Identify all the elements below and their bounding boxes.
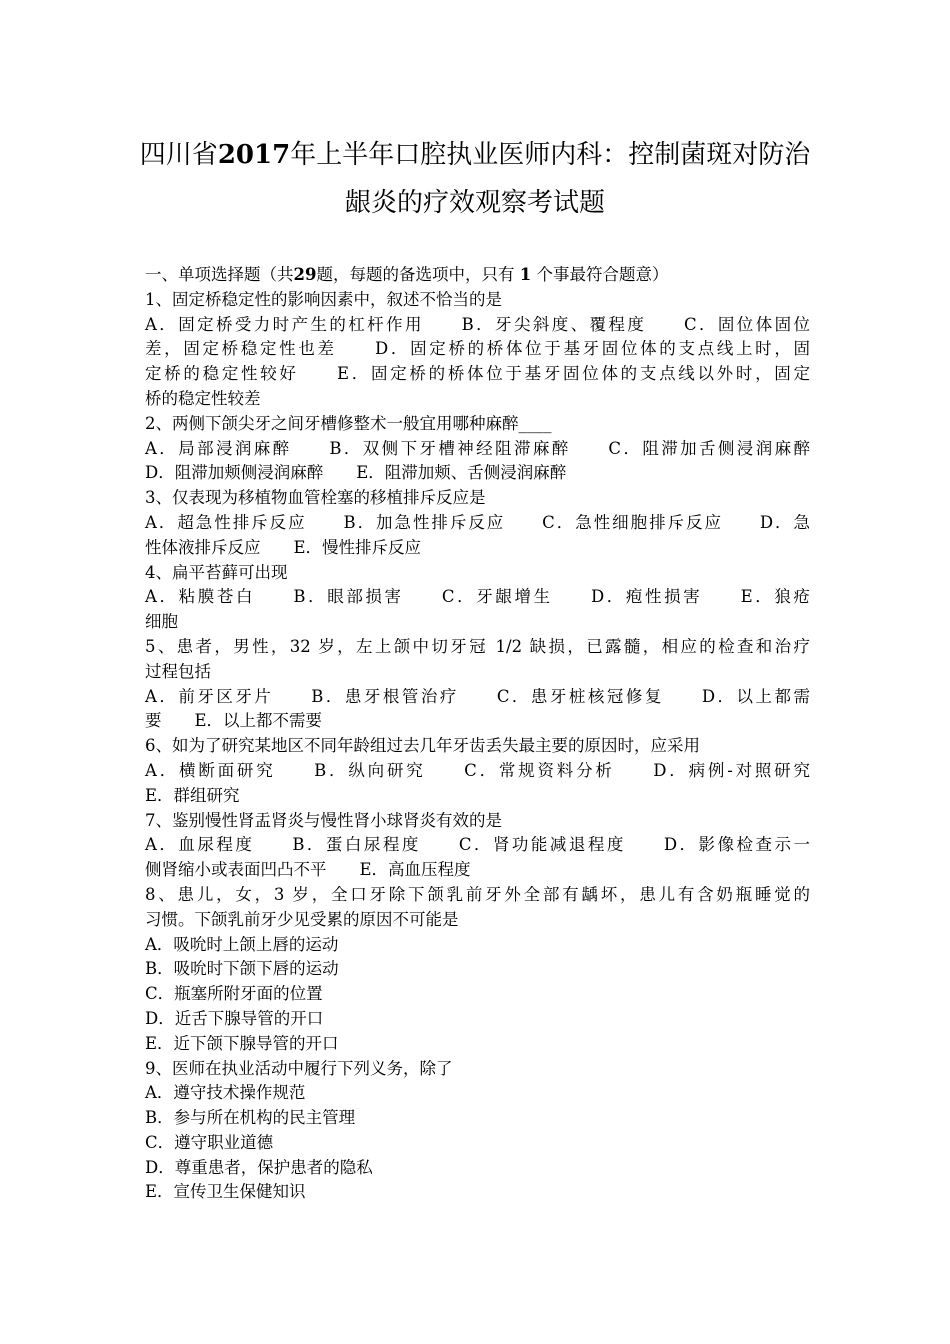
answer-count: 1 bbox=[519, 265, 532, 284]
section-heading-post: 个事最符合题意） bbox=[536, 265, 669, 284]
text-line: A．遵守技术操作规范 bbox=[145, 1083, 306, 1103]
text-line: A．固定桥受力时产生的杠杆作用 B．牙尖斜度、覆程度 C．固位体固位 bbox=[145, 314, 810, 334]
document-title-line-1 bbox=[120, 140, 830, 170]
text-line: A．吸吮时上颌上唇的运动 bbox=[145, 934, 339, 954]
text-line: 细胞 bbox=[145, 612, 178, 632]
text-line: A．粘膜苍白 B．眼部损害 C．牙龈增生 D．疱性损害 E．狼疮 bbox=[145, 587, 810, 607]
title-prefix: 四川省 bbox=[139, 140, 218, 170]
text-line: D．尊重患者，保护患者的隐私 bbox=[145, 1157, 373, 1177]
text-line: B．吸吮时下颌下唇的运动 bbox=[145, 959, 339, 979]
section-heading bbox=[145, 263, 810, 288]
text-line: E．宣传卫生保健知识 bbox=[145, 1182, 306, 1202]
text-line: 7、鉴别慢性肾盂肾炎与慢性肾小球肾炎有效的是 bbox=[145, 810, 502, 830]
text-line: 3、仅表现为移植物血管栓塞的移植排斥反应是 bbox=[145, 488, 486, 508]
question-count: 29 bbox=[293, 265, 317, 284]
text-line: 4、扁平苔藓可出现 bbox=[145, 562, 288, 582]
text-line: 性体液排斥反应 E．慢性排斥反应 bbox=[145, 537, 422, 557]
text-line: 9、医师在执业活动中履行下列义务，除了 bbox=[145, 1058, 453, 1078]
text-line: A．前牙区牙片 B．患牙根管治疗 C．患牙桩核冠修复 D．以上都需 bbox=[145, 686, 810, 706]
text-line: E．近下颌下腺导管的开口 bbox=[145, 1033, 339, 1053]
text-line: 桥的稳定性较差 bbox=[145, 388, 261, 408]
section-heading-mid: 题，每题的备选项中，只有 bbox=[316, 265, 515, 284]
section-heading-pre: 一、单项选择题（共 bbox=[145, 265, 294, 284]
text-line: A．局部浸润麻醉 B．双侧下牙槽神经阻滞麻醉 C．阻滞加舌侧浸润麻醉 bbox=[145, 438, 810, 458]
text-line: 习惯。下颌乳前牙少见受累的原因不可能是 bbox=[145, 909, 459, 929]
text-line: A．横断面研究 B．纵向研究 C．常规资料分析 D．病例-对照研究 bbox=[145, 760, 810, 780]
text-line: 定桥的稳定性较好 E．固定桥的桥体位于基牙固位体的支点线以外时，固定 bbox=[145, 364, 810, 384]
text-line: D．阻滞加颊侧浸润麻醉 E．阻滞加颊、舌侧浸润麻醉 bbox=[145, 463, 567, 483]
text-line: C．遵守职业道德 bbox=[145, 1132, 274, 1152]
text-line: A．血尿程度 B．蛋白尿程度 C．肾功能减退程度 D．影像检查示一 bbox=[145, 835, 810, 855]
text-line: B．参与所在机构的民主管理 bbox=[145, 1108, 356, 1128]
document-title-line-2: 龈炎的疗效观察考试题 bbox=[344, 188, 605, 218]
text-line: 差，固定桥稳定性也差 D．固定桥的桥体位于基牙固位体的支点线上时，固 bbox=[145, 339, 810, 359]
title-suffix: 年上半年口腔执业医师内科：控制菌斑对防治 bbox=[290, 140, 811, 170]
text-line: 1、固定桥稳定性的影响因素中，叙述不恰当的是 bbox=[145, 289, 502, 309]
text-line: C．瓶塞所附牙面的位置 bbox=[145, 984, 323, 1004]
text-line: 5、患者，男性，32 岁，左上颌中切牙冠 1/2 缺损，已露髓，相应的检查和治疗 bbox=[145, 636, 810, 656]
title-year: 2017 bbox=[217, 140, 291, 170]
text-line: E．群组研究 bbox=[145, 785, 240, 805]
text-line: 要 E．以上都不需要 bbox=[145, 711, 323, 731]
text-line: D．近舌下腺导管的开口 bbox=[145, 1008, 324, 1028]
text-line: 8、患儿，女，3 岁，全口牙除下颌乳前牙外全部有龋坏，患儿有含奶瓶睡觉的 bbox=[145, 884, 810, 904]
question-body bbox=[145, 263, 810, 1205]
text-line: 2、两侧下颌尖牙之间牙槽修整术一般宜用哪种麻醉____ bbox=[145, 413, 552, 433]
text-line: A．超急性排斥反应 B．加急性排斥反应 C．急性细胞排斥反应 D．急 bbox=[145, 512, 810, 532]
text-line: 6、如为了研究某地区不同年龄组过去几年牙齿丢失最主要的原因时，应采用 bbox=[145, 736, 700, 756]
text-line: 过程包括 bbox=[145, 661, 211, 681]
text-line: 侧肾缩小或表面凹凸不平 E．高血压程度 bbox=[145, 860, 471, 880]
